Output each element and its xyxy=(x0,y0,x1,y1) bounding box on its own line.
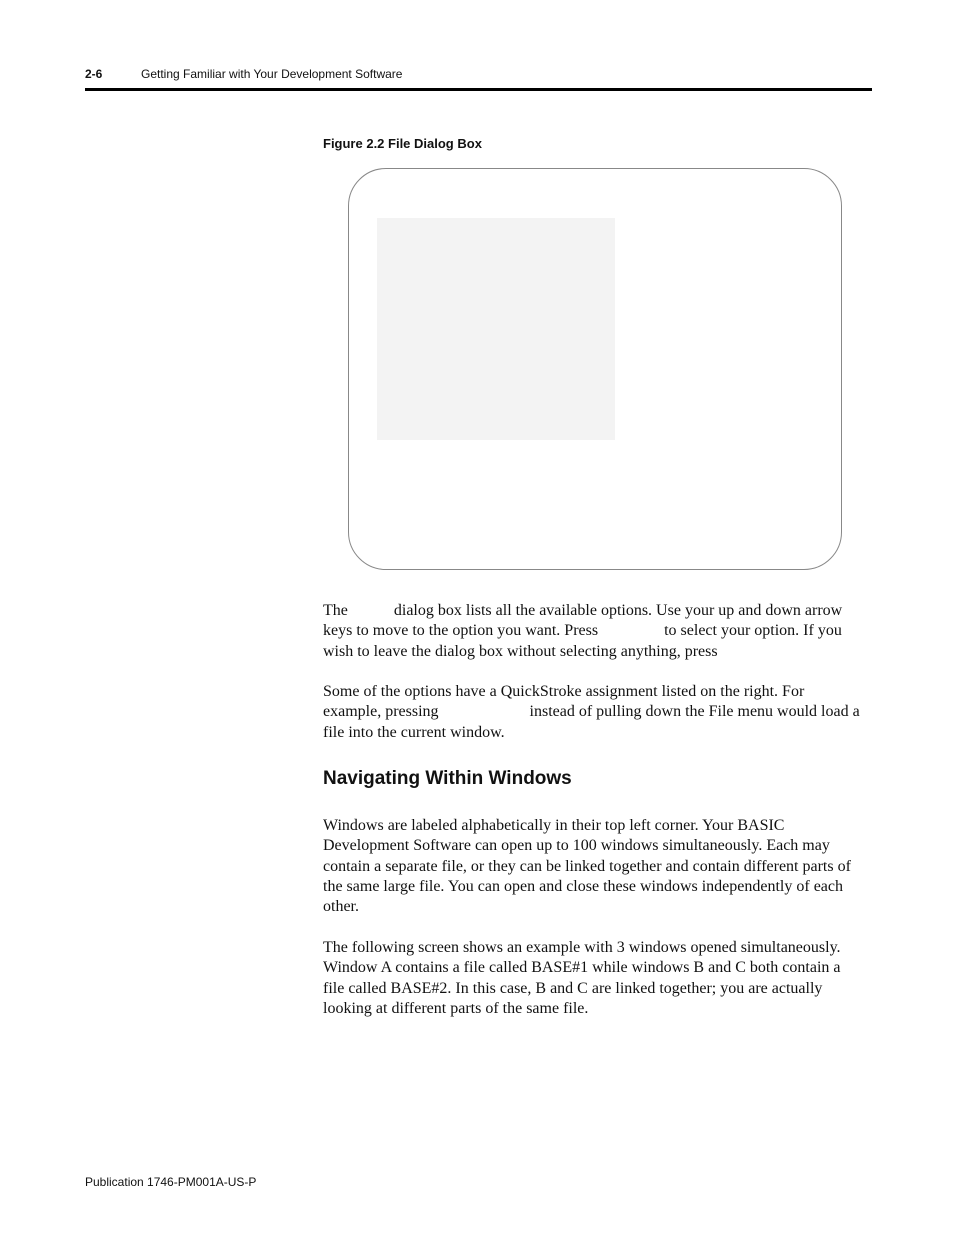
publication-footer: Publication 1746-PM001A-US-P xyxy=(85,1175,257,1189)
paragraph-file-dialog xyxy=(323,601,875,662)
text-run: instead of pulling down the File menu would load a xyxy=(529,703,860,721)
text-run: example, pressing xyxy=(323,703,439,721)
section-heading: Navigating Within Windows xyxy=(323,768,572,789)
paragraph-line xyxy=(323,702,875,722)
paragraph-line xyxy=(323,621,875,641)
text-run: to select your option. If you xyxy=(664,622,842,640)
text-run: keys to move to the option you want. Press xyxy=(323,622,599,640)
paragraph-line: file called BASE#2. In this case, B and C are linked together; you are actually xyxy=(323,979,823,997)
page-number: 2-6 xyxy=(85,67,103,81)
header-rule xyxy=(85,88,872,91)
paragraph-line: the same large file. You can open and close these windows independently of each xyxy=(323,877,843,895)
paragraph-line: contain a separate file, or they can be linked together and contain different parts of xyxy=(323,857,851,875)
paragraph-line: Development Software can open up to 100 windows simultaneously. Each may xyxy=(323,837,830,855)
paragraph-line: Window A contains a file called BASE#1 while windows B and C both contain a xyxy=(323,959,841,977)
figure-screenshot-panel xyxy=(377,218,615,440)
paragraph-line: Some of the options have a QuickStroke assignment listed on the right. For xyxy=(323,683,805,700)
paragraph-windows-labels xyxy=(323,816,875,917)
paragraph-quickstroke xyxy=(323,682,875,743)
paragraph-line: Windows are labeled alphabetically in their top left corner. Your BASIC xyxy=(323,817,785,834)
paragraph-line: wish to leave the dialog box without selecting anything, press xyxy=(323,642,718,660)
paragraph-line xyxy=(323,601,875,621)
text-run: The xyxy=(323,602,348,619)
paragraph-line: other. xyxy=(323,898,359,916)
text-run: dialog box lists all the available options. Use your up and down arrow xyxy=(393,602,843,619)
paragraph-three-windows xyxy=(323,938,875,1019)
paragraph-line: file into the current window. xyxy=(323,723,505,741)
running-title: Getting Familiar with Your Development Software xyxy=(141,67,403,81)
page-header xyxy=(85,67,403,81)
paragraph-line: The following screen shows an example with 3 windows opened simultaneously. xyxy=(323,939,841,956)
figure-caption: Figure 2.2 File Dialog Box xyxy=(323,136,482,151)
paragraph-line: looking at different parts of the same file. xyxy=(323,999,589,1017)
